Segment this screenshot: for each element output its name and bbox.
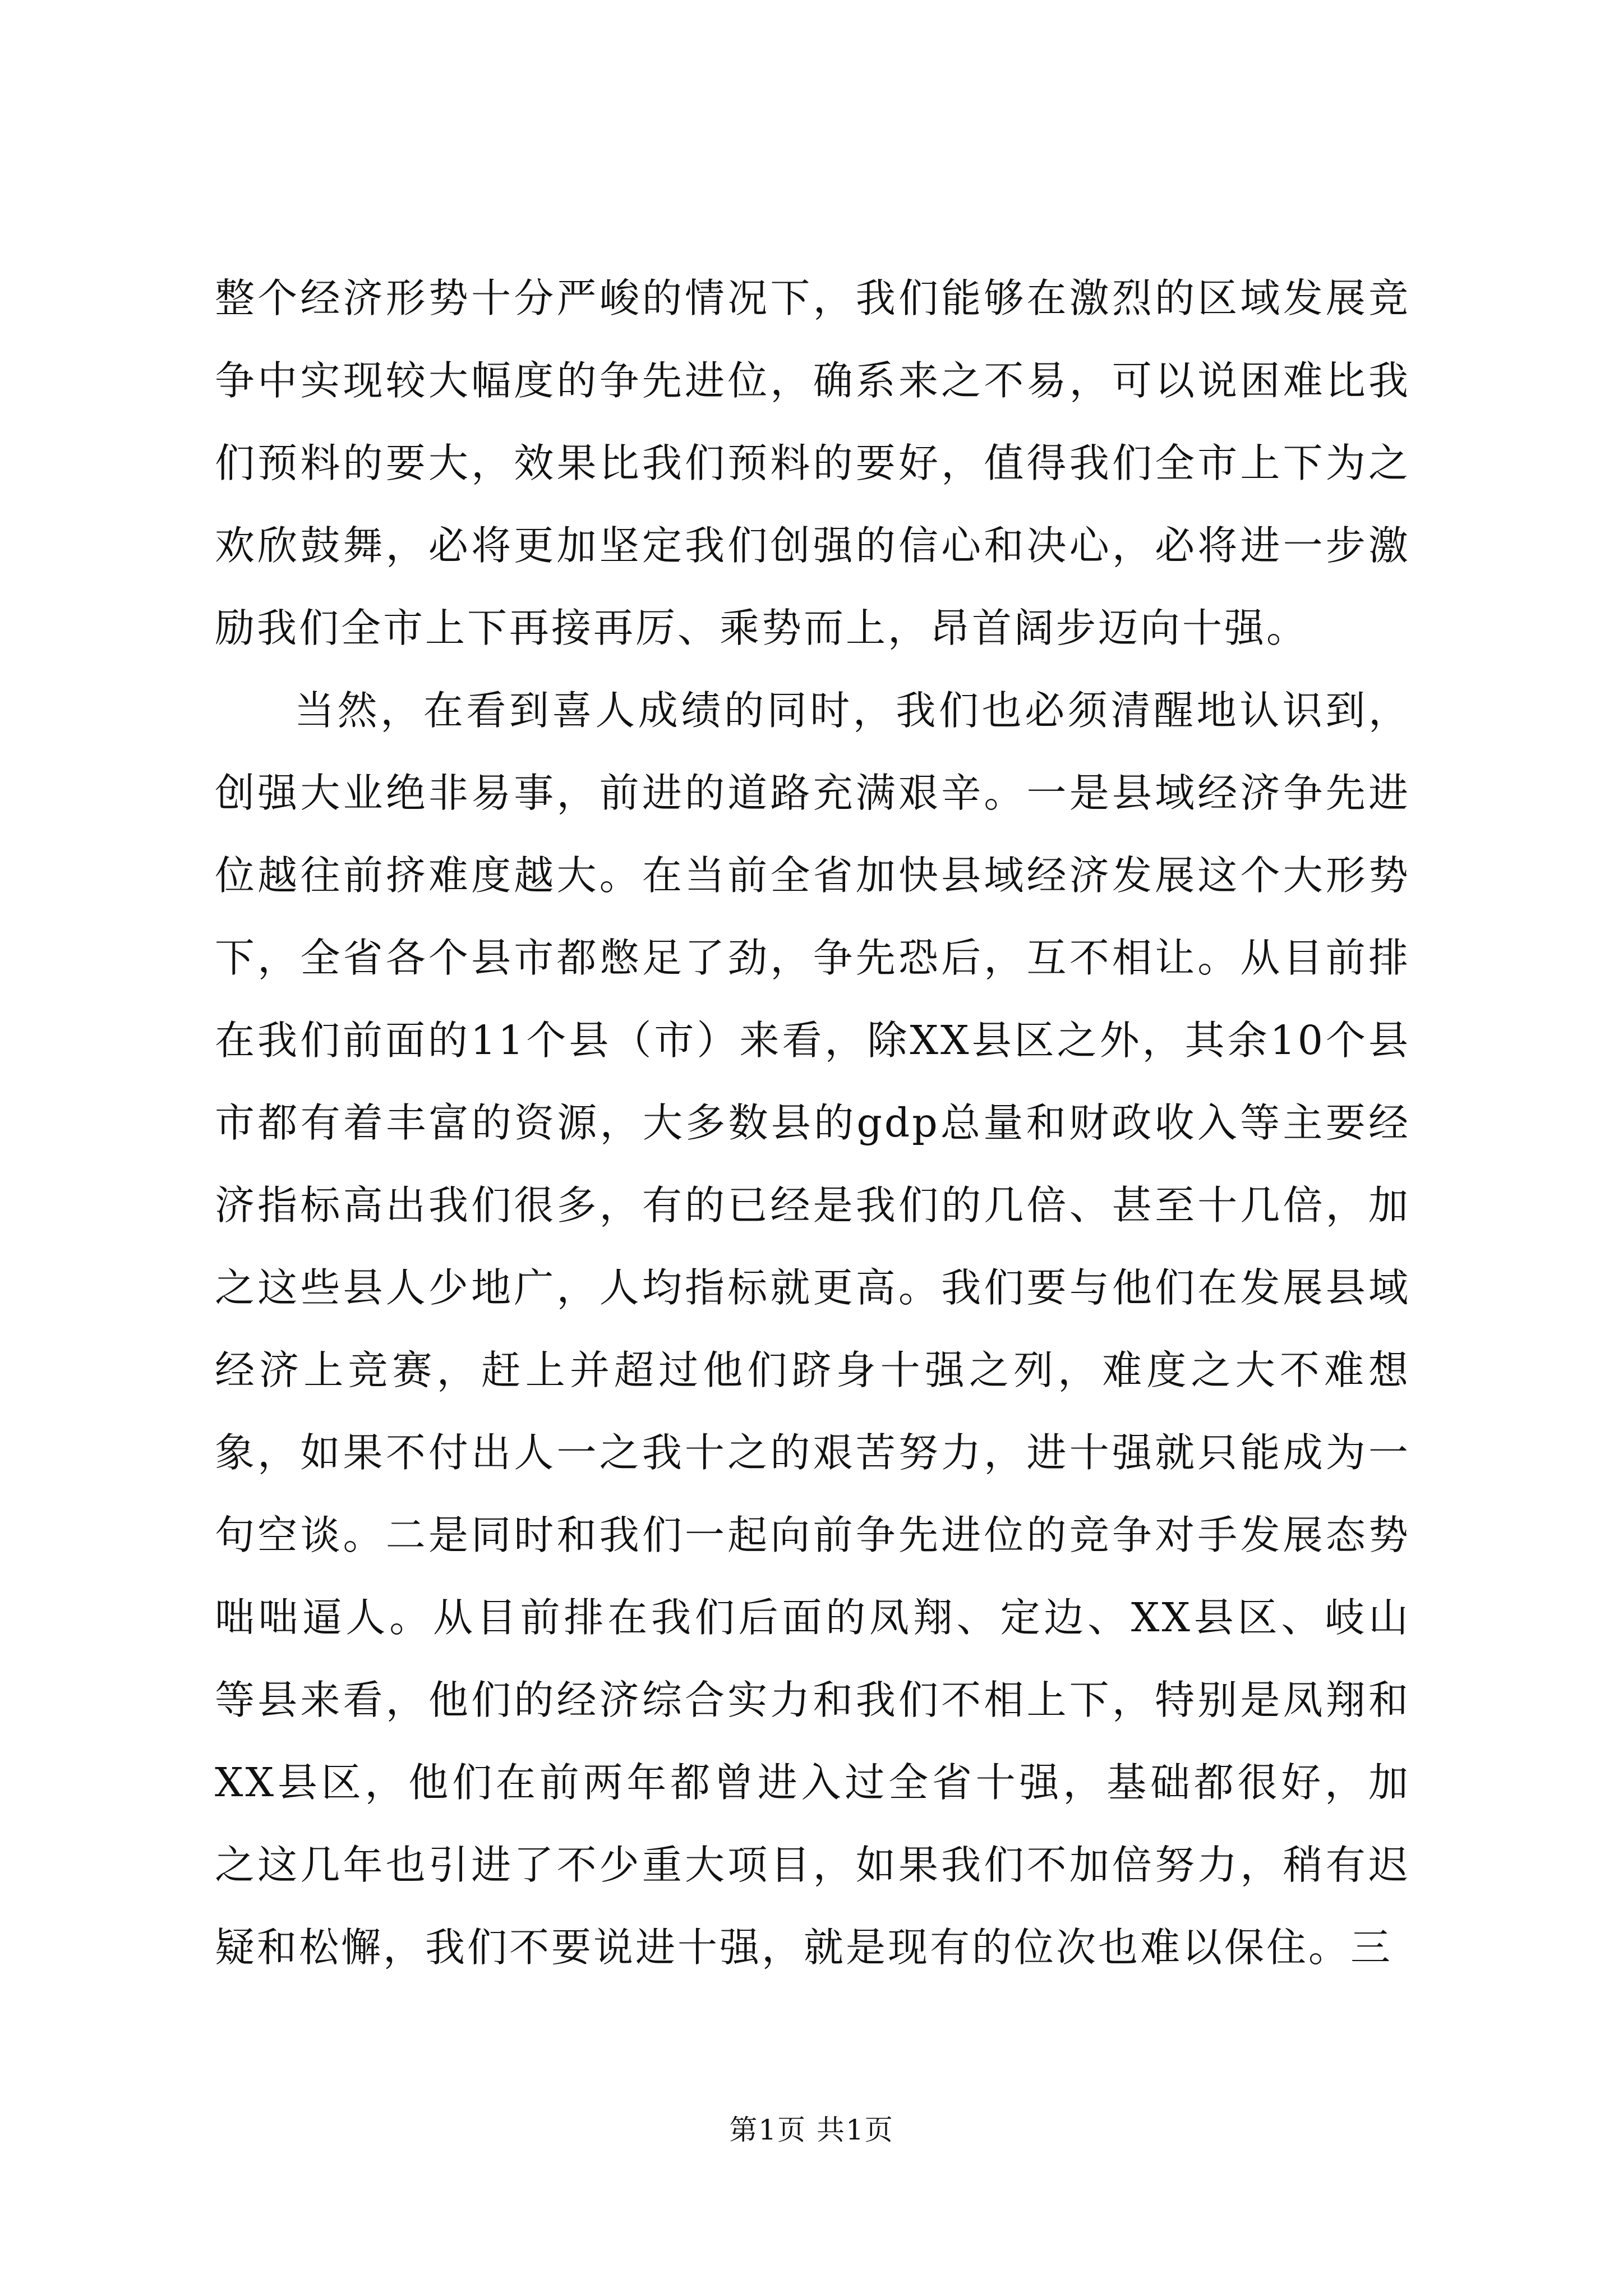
document-body	[215, 257, 1410, 1989]
page-footer: 第1页 共1页	[729, 2114, 894, 2146]
paragraph-2: 当然，在看到喜人成绩的同时，我们也必须清醒地认识到，创强大业绝非易事，前进的道路充满艰辛。一是县域经济争先进位越往前挤难度越大。在当前全省加快县域经济发展这个大形势下，全省各个县市都憋足了劲，争先恐后，互不相让。从目前排在我们前面的11个县（市）来看，除XX县区之外，其余10个县市都有着丰富的资源，大多数县的gdp总量和财政收入等主要经济指标高出我们很多，有的已经是我们的几倍、甚至十几倍，加之这些县人少地广，人均指标就更高。我们要与他们在发展县域经济上竞赛，赶上并超过他们跻身十强之列，难度之大不难想象，如果不付出人一之我十之的艰苦努力，进十强就只能成为一句空谈。二是同时和我们一起向前争先进位的竞争对手发展态势咄咄逼人。从目前排在我们后面的凤翔、定边、XX县区、岐山等县来看，他们的经济综合实力和我们不相上下，特别是凤翔和XX县区，他们在前两年都曾进入过全省十强，基础都很好，加之这几年也引进了不少重大项目，如果我们不加倍努力，稍有迟疑和松懈，我们不要说进十强，就是现有的位次也难以保住。三	[215, 687, 1410, 1971]
paragraph-1: 整个经济形势十分严峻的情况下，我们能够在激烈的区域发展竞争中实现较大幅度的争先进位，确系来之不易，可以说困难比我们预料的要大，效果比我们预料的要好，值得我们全市上下为之欢欣鼓舞，必将更加坚定我们创强的信心和决心，必将进一步激励我们全市上下再接再厉、乘势而上，昂首阔步迈向十强。	[215, 275, 1410, 651]
